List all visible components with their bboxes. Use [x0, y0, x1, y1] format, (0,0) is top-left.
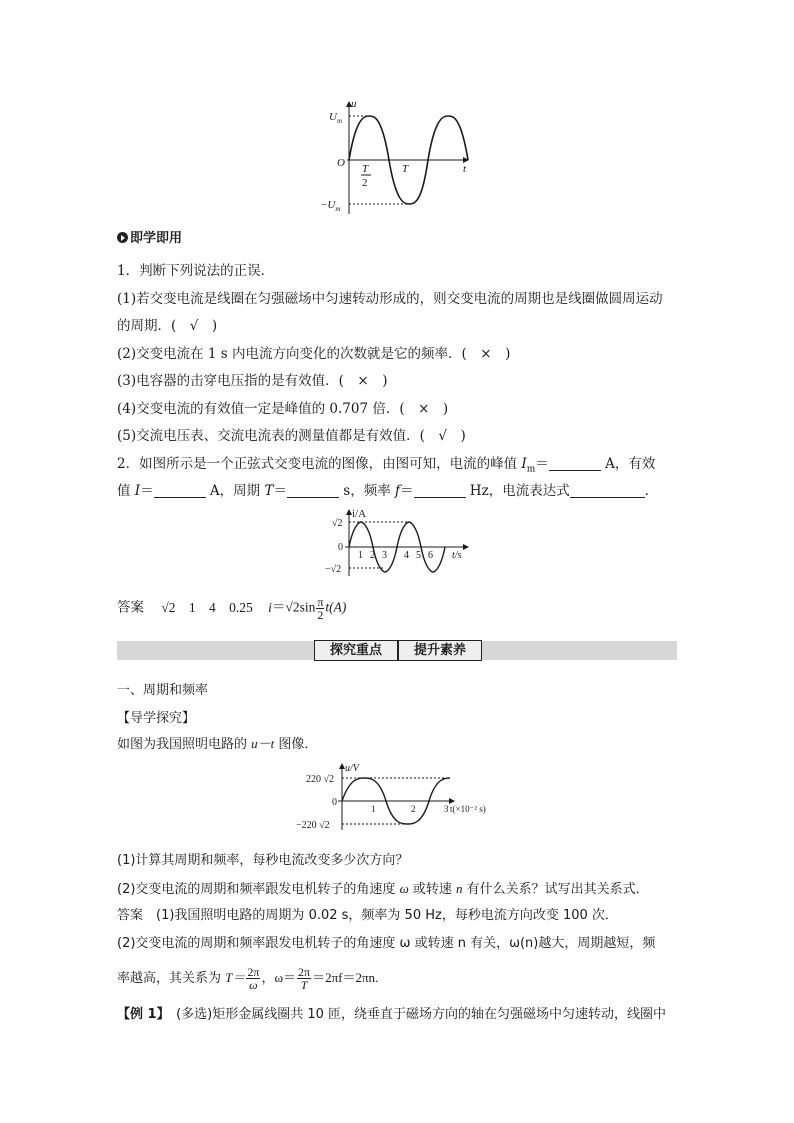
t-axis-label: t: [463, 163, 467, 175]
banner-right-box: 提升素养: [398, 640, 482, 661]
q2-line-1: 2．如图所示是一个正弦式交变电流的图像，由图可知，电流的峰值 $I_m= A$，有效: [117, 456, 656, 475]
i-axis-label: i/A: [352, 508, 367, 520]
tick-3: 3: [382, 550, 387, 561]
mains-zero-label: 0: [332, 797, 337, 808]
tick-1: 1: [358, 550, 363, 561]
tick-5: 5: [416, 550, 421, 561]
question-1: (1)计算其周期和频率，每秒电流改变多少次方向？: [117, 853, 409, 868]
example-1: 【例 1】 (多选)矩形金属线圈共 10 匝，绕垂直于磁场方向的轴在匀强磁场中匀速转动，线圈中: [117, 1007, 667, 1022]
period-label: T: [402, 163, 409, 175]
q1-item-1b: 的周期．( √ ): [117, 318, 218, 334]
banner-left-box: 探究重点: [314, 640, 398, 661]
sine-graph-i-t: [325, 506, 475, 580]
mains-x-label: t(×10⁻² s): [450, 804, 486, 814]
tick-4: 4: [404, 550, 409, 561]
play-circle-icon: [117, 232, 128, 243]
section-tag-practice: [117, 230, 182, 248]
mains-tick-2: 2: [411, 804, 416, 814]
tick-2: 2: [370, 550, 375, 561]
sine-graph-u-t: [320, 96, 480, 218]
half-period-num: T: [362, 163, 369, 175]
q1-item-3: (3)电容器的击穿电压指的是有效值．( × ): [117, 373, 388, 389]
i-neg-peak-label: −√2: [325, 564, 342, 575]
answer-3-line-2: (2)交变电流的周期和频率跟发电机转子的角速度 ω 或转速 n 有关，ω(n)越大，周期越短，频: [117, 936, 656, 951]
answer-3-line-1: 答案 (1)我国照明电路的周期为 0.02 s，频率为 50 Hz，每秒电流方向改变 100 次．: [117, 908, 618, 923]
q2-line-2: 值 I＝ A，周期 T＝ s，频率 f＝ Hz，电流表达式 ．: [117, 483, 659, 499]
i-zero-label: 0: [338, 542, 343, 553]
mains-y-label: u/V: [345, 763, 359, 774]
t-axis-label-2: t/s: [452, 550, 462, 561]
half-period-den: 2: [362, 177, 368, 189]
expression-blank[interactable]: [570, 483, 645, 498]
i-peak-label: √2: [332, 518, 343, 529]
mains-tick-3: 3: [444, 804, 449, 814]
um-label: $U_m$: [329, 111, 343, 125]
q1-title: 1．判断下列说法的正误．: [117, 263, 275, 279]
effective-current-blank[interactable]: [154, 483, 206, 498]
section-tag-label: 即学即用: [130, 231, 183, 246]
mains-graph-u-t: [294, 760, 504, 832]
section-1-sub: 【导学探究】: [117, 711, 196, 726]
u-axis-label: u: [351, 98, 357, 110]
neg-um-label: $-U_m$: [320, 199, 341, 213]
q1-item-2: (2)交变电流在 1 s 内电流方向变化的次数就是它的频率．( × ): [117, 346, 511, 362]
frequency-blank[interactable]: [414, 483, 466, 498]
section-1-heading: 一、周期和频率: [117, 683, 209, 698]
tick-6: 6: [428, 550, 433, 561]
mains-tick-1: 1: [371, 804, 376, 814]
answer-3-line-3: 率越高，其关系为 T＝ $\frac{2\pi}{\omega}$ ，ω＝ $\frac{2\pi}{T}$ ＝2πf＝2πn.: [117, 965, 379, 992]
mains-peak-label: 220 √2: [306, 774, 334, 785]
mains-neg-peak-label: −220 √2: [296, 820, 330, 831]
peak-current-blank[interactable]: [549, 456, 601, 471]
origin-label: O: [337, 157, 345, 169]
q1-item-4: (4)交变电流的有效值一定是峰值的 0.707 倍．( × ): [117, 401, 449, 417]
q1-item-1a: (1)若交变电流是线圈在匀强磁场中匀速转动形成的，则交变电流的周期也是线圈做圆周运动: [117, 291, 663, 307]
q1-item-5: (5)交流电压表、交流电流表的测量值都是有效值．( √ ): [117, 428, 466, 444]
section-1-intro: 如图为我国照明电路的 u－t 图像．: [117, 736, 318, 752]
period-blank[interactable]: [287, 483, 339, 498]
question-2: (2)交变电流的周期和频率跟发电机转子的角速度 ω 或转速 n 有什么关系？试写出其关系式．: [117, 881, 649, 897]
answer-2: 答案 √2 1 4 0.25 i＝√2sin $\frac{\pi}{2}$ t(A): [117, 595, 347, 622]
